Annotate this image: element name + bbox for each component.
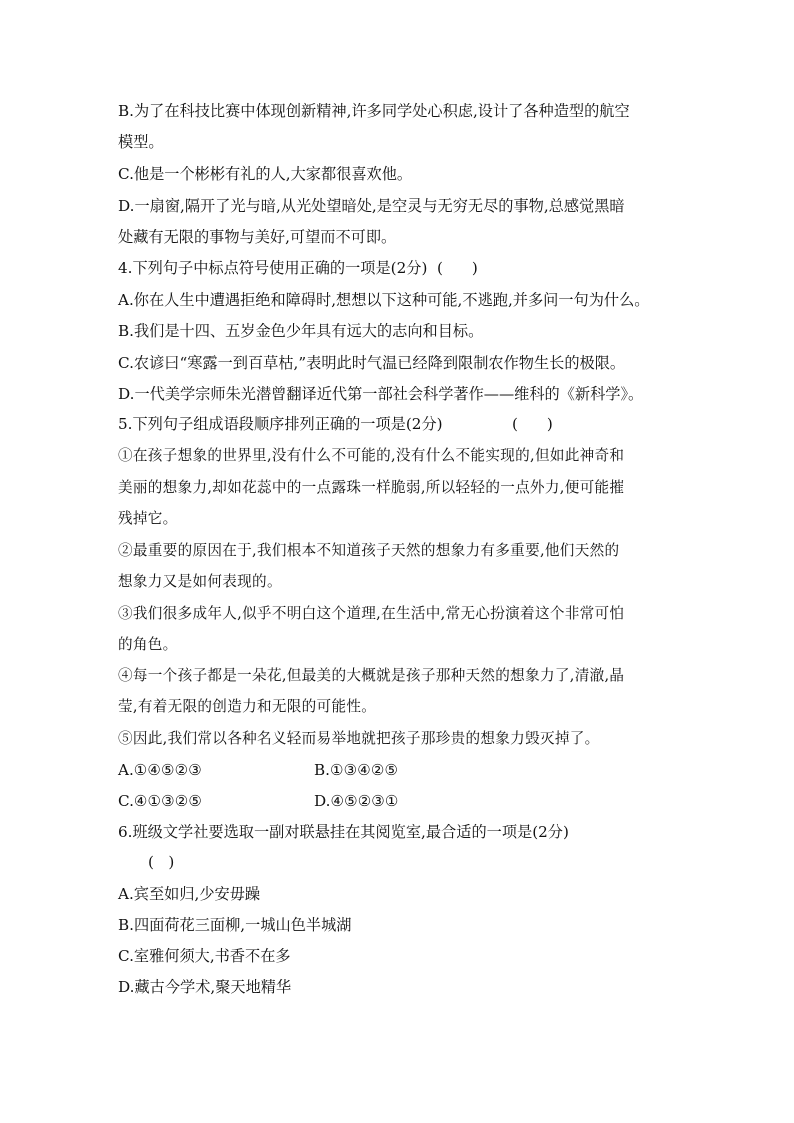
q6-option-d: D.藏古今学术,聚天地精华 [118, 978, 292, 996]
q5-sentence-4-line1: ④每一个孩子都是一朵花,但最美的大概就是孩子那种天然的想象力了,清澈,晶 [118, 667, 625, 684]
q5-sentence-1-line2: 美丽的想象力,却如花蕊中的一点露珠一样脆弱,所以轻轻的一点外力,便可能摧 [118, 479, 625, 496]
q5-option-c: C.④①③②⑤ [118, 792, 202, 810]
q5-option-b: B.①③④②⑤ [314, 761, 399, 779]
q5-sentence-4-line2: 莹,有着无限的创造力和无限的可能性。 [118, 698, 377, 715]
q3-option-c: C.他是一个彬彬有礼的人,大家都很喜欢他。 [118, 165, 413, 183]
q6-option-b: B.四面荷花三面柳,一城山色半城湖 [118, 916, 352, 934]
q6-option-c: C.室雅何须大,书香不在多 [118, 947, 291, 965]
q5-sentence-5: ⑤因此,我们常以各种名义轻而易举地就把孩子那珍贵的想象力毁灭掉了。 [118, 730, 600, 747]
q4-option-c: C.农谚曰“寒露一到百草枯,”表明此时气温已经降到限制农作物生长的极限。 [118, 354, 626, 372]
q3-option-d-line2: 处藏有无限的事物与美好,可望而不可即。 [118, 228, 397, 246]
q5-option-d: D.④⑤②③① [314, 792, 399, 810]
q5-sentence-2-line1: ②最重要的原因在于,我们根本不知道孩子天然的想象力有多重要,他们天然的 [118, 542, 620, 559]
q6-option-a: A.宾至如归,少安毋躁 [118, 885, 261, 903]
q6-stem: 6.班级文学社要选取一副对联悬挂在其阅览室,最合适的一项是(2分) [118, 823, 569, 841]
q5-answer-paren: ( ) [512, 415, 553, 433]
q4-option-d: D.一代美学宗师朱光潜曾翻译近代第一部社会科学著作——维科的《新科学》。 [118, 385, 644, 403]
q3-option-b-line1: B.为了在科技比赛中体现创新精神,许多同学处心积虑,设计了各种造型的航空 [118, 102, 630, 120]
q5-sentence-1-line1: ①在孩子想象的世界里,没有什么不可能的,没有什么不能实现的,但如此神奇和 [118, 447, 625, 464]
q5-sentence-2-line2: 想象力又是如何表现的。 [118, 573, 282, 590]
q4-option-a: A.你在人生中遭遇拒绝和障碍时,想想以下这种可能,不逃跑,并多问一句为什么。 [118, 291, 650, 309]
q6-answer-paren: ( ) [148, 853, 175, 871]
q3-option-d-line1: D.一扇窗,隔开了光与暗,从光处望暗处,是空灵与无穷无尽的事物,总感觉黑暗 [118, 197, 625, 215]
q5-stem: 5.下列句子组成语段顺序排列正确的一项是(2分) [118, 415, 443, 433]
q4-stem: 4.下列句子中标点符号使用正确的一项是(2分) [118, 259, 428, 277]
q5-sentence-3-line1: ③我们很多成年人,似乎不明白这个道理,在生活中,常无心扮演着这个非常可怕 [118, 605, 625, 622]
q5-option-a: A.①④⑤②③ [118, 761, 202, 779]
q5-sentence-1-line3: 残掉它。 [118, 510, 178, 527]
q4-option-b: B.我们是十四、五岁金色少年具有远大的志向和目标。 [118, 322, 484, 340]
q4-answer-paren: ( ) [437, 259, 478, 277]
q3-option-b-line2: 模型。 [118, 133, 164, 151]
q5-sentence-3-line2: 的角色。 [118, 636, 178, 653]
